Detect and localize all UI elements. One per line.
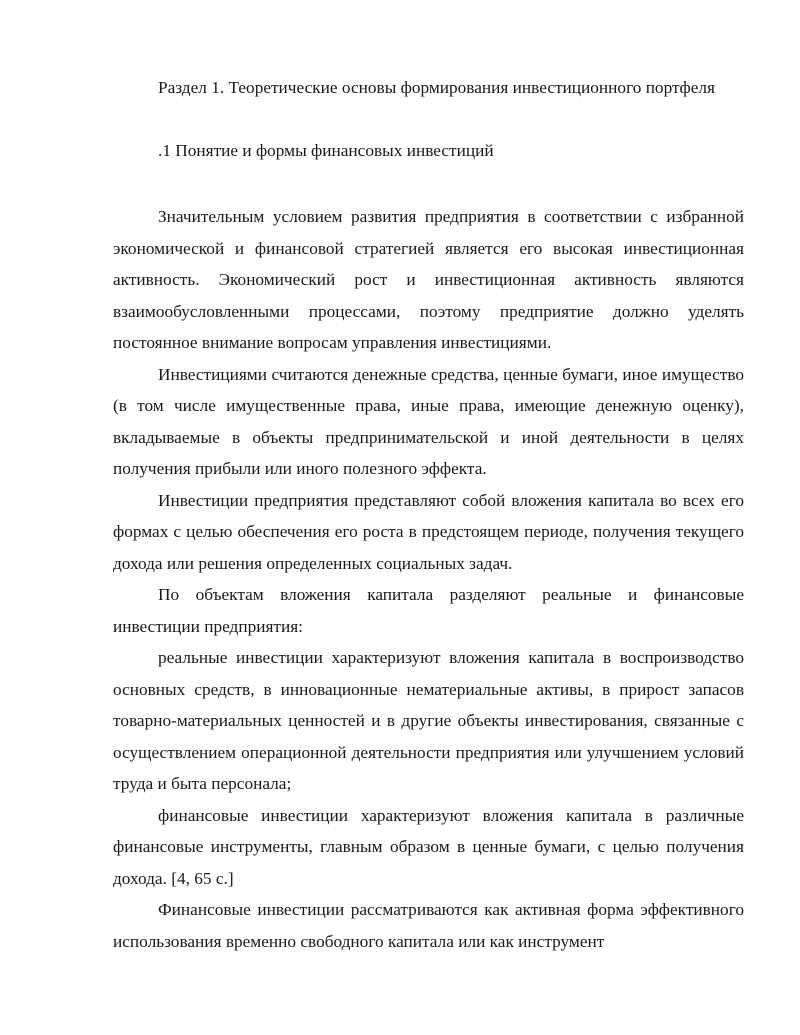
- paragraph: финансовые инвестиции характеризуют вложения капитала в различные финансовые инструменты, главным образом в ценные бумаги, с целью получения дохода. [4, 65 с.]: [113, 805, 744, 888]
- paragraph: Инвестиции предприятия представляют собой вложения капитала во всех его формах с целью обеспечения его роста в предстоящем периоде, получения текущего дохода или решения определенных социальных задач.: [113, 490, 744, 573]
- paragraph: По объектам вложения капитала разделяют реальные и финансовые инвестиции предприятия:: [113, 585, 744, 636]
- paragraph: Финансовые инвестиции рассматриваются как активная форма эффективного использования временно свободного капитала или как инструмент: [113, 900, 744, 951]
- paragraph: реальные инвестиции характеризуют вложения капитала в воспроизводство основных средств, в инновационные нематериальные активы, в прирост запасов товарно-материальных ценностей и в другие объекты инвестирования, связанные с осуществлением операционной деятельности предприятия или улучшением условий труда и быта персонала;: [113, 648, 744, 793]
- subsection-title: .1 Понятие и формы финансовых инвестиций: [158, 140, 494, 160]
- document-body: [113, 201, 744, 957]
- paragraph: Инвестициями считаются денежные средства, ценные бумаги, иное имущество (в том числе имущественные права, иные права, имеющие денежную оценку), вкладываемые в объекты предпринимательской и иной деятельности в целях получения прибыли или иного полезного эффекта.: [113, 364, 744, 478]
- section-title: Раздел 1. Теоретические основы формирования инвестиционного портфеля: [158, 78, 715, 97]
- paragraph: Значительным условием развития предприятия в соответствии с избранной экономической и финансовой стратегией является его высокая инвестиционная активность. Экономический рост и инвестиционная активность являются взаимообусловленными процессами, поэтому предприятие должно уделять постоянное внимание вопросам управления инвестициями.: [113, 207, 744, 352]
